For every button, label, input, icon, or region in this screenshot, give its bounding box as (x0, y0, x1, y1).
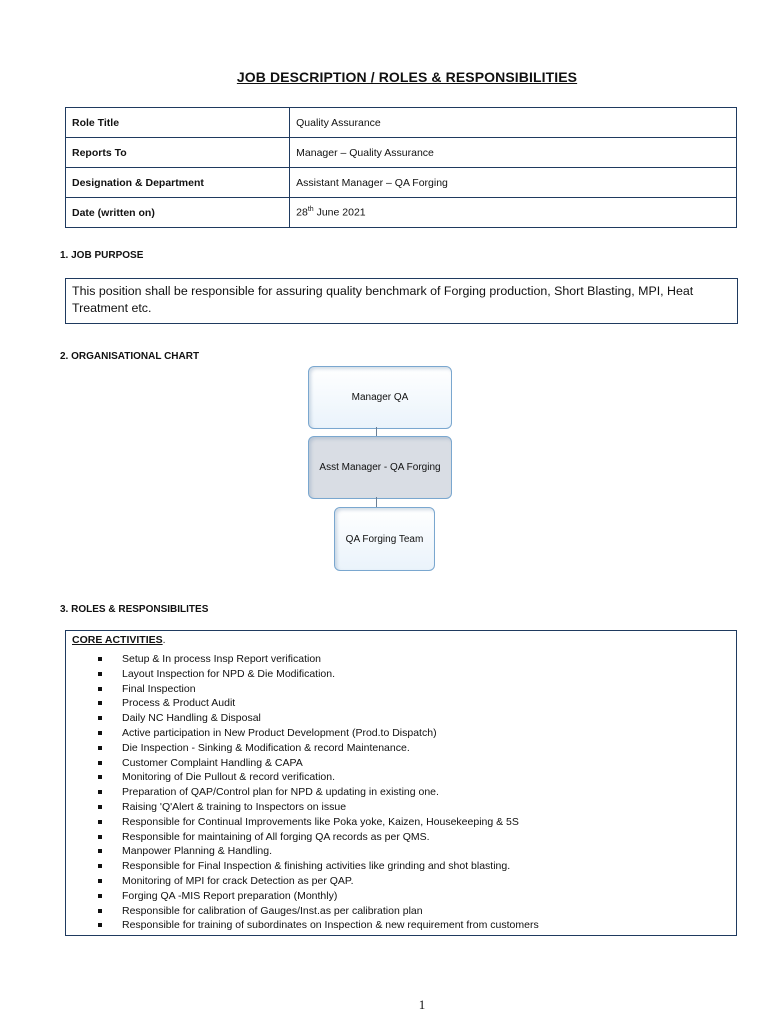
list-item: Responsible for Final Inspection & finishing activities like grinding and shot blasting. (96, 859, 736, 874)
list-item: Forging QA -MIS Report preparation (Monthly) (96, 889, 736, 904)
org-connector (376, 427, 377, 436)
core-activities-heading-line (72, 633, 736, 647)
date-day: 28 (296, 206, 308, 219)
roles-heading: 3. ROLES & RESPONSIBILITES (60, 604, 209, 615)
org-node-manager-qa: Manager QA (308, 366, 452, 429)
role-title-label: Role Title (66, 108, 290, 138)
list-item: Customer Complaint Handling & CAPA (96, 756, 736, 771)
designation-label: Designation & Department (66, 168, 290, 198)
list-item: Die Inspection - Sinking & Modification & record Maintenance. (96, 741, 736, 756)
table-row (66, 108, 737, 138)
page-number: 1 (418, 997, 426, 1012)
table-row (66, 168, 737, 198)
list-item: Final Inspection (96, 682, 736, 697)
table-row (66, 138, 737, 168)
date-ordinal: th (307, 206, 314, 214)
list-item: Setup & In process Insp Report verification (96, 652, 736, 667)
job-purpose-text: This position shall be responsible for assuring quality benchmark of Forging production, Short Blasting, MPI, Heat Treatment etc. (65, 278, 738, 324)
date-label: Date (written on) (66, 198, 290, 228)
table-row (66, 198, 737, 228)
page-title: JOB DESCRIPTION / ROLES & RESPONSIBILITIES (236, 69, 578, 85)
reports-to-value: Manager – Quality Assurance (290, 138, 737, 168)
list-item: Active participation in New Product Development (Prod.to Dispatch) (96, 726, 736, 741)
job-purpose-heading: 1. JOB PURPOSE (60, 250, 144, 261)
list-item: Layout Inspection for NPD & Die Modification. (96, 667, 736, 682)
list-item: Daily NC Handling & Disposal (96, 711, 736, 726)
core-activities-list (72, 652, 736, 933)
reports-to-label: Reports To (66, 138, 290, 168)
core-activities-heading: CORE ACTIVITIES (72, 634, 163, 646)
list-item: Responsible for training of subordinates on Inspection & new requirement from customers (96, 918, 736, 933)
list-item: Responsible for calibration of Gauges/Inst.as per calibration plan (96, 904, 736, 919)
list-item: Monitoring of MPI for crack Detection as per QAP. (96, 874, 736, 889)
list-item: Responsible for maintaining of All forging QA records as per QMS. (96, 830, 736, 845)
org-connector (376, 497, 377, 507)
core-activities-box (65, 630, 737, 936)
role-info-table (65, 107, 737, 228)
designation-value: Assistant Manager – QA Forging (290, 168, 737, 198)
list-item: Manpower Planning & Handling. (96, 844, 736, 859)
org-node-asst-manager: Asst Manager - QA Forging (308, 436, 452, 499)
org-chart-heading: 2. ORGANISATIONAL CHART (60, 351, 200, 362)
org-node-qa-forging-team: QA Forging Team (334, 507, 435, 571)
role-title-value: Quality Assurance (290, 108, 737, 138)
list-item: Preparation of QAP/Control plan for NPD & updating in existing one. (96, 785, 736, 800)
list-item: Raising 'Q'Alert & training to Inspectors on issue (96, 800, 736, 815)
date-value (290, 198, 737, 228)
list-item: Responsible for Continual Improvements like Poka yoke, Kaizen, Housekeeping & 5S (96, 815, 736, 830)
list-item: Monitoring of Die Pullout & record verification. (96, 770, 736, 785)
date-month-year: June 2021 (313, 206, 366, 219)
list-item: Process & Product Audit (96, 696, 736, 711)
core-activities-heading-period: . (162, 634, 166, 646)
